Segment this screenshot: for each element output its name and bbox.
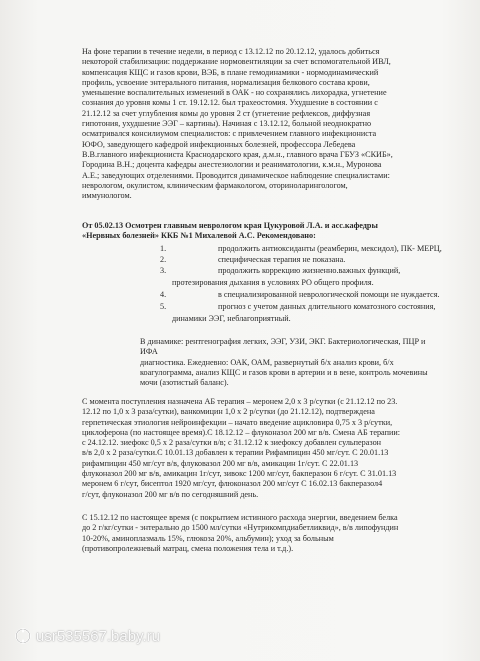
text-line: некоторой стабилизации: поддержание нормовентиляции за счет вспомогательной ИВЛ, xyxy=(82,57,391,67)
rec-text: динамики ЭЭГ, неблагоприятный. xyxy=(172,314,291,323)
text-line: 21.12.12 за счет углубления комы до уровня 2 ст (угнетение рефлексов, диффузная xyxy=(82,108,371,118)
text-line: На фоне терапии в течение недели, в период с 13.12.12 по 20.12.12, удалось добиться xyxy=(82,47,380,56)
rec-number: 5. xyxy=(160,302,167,311)
rec-number: 3. xyxy=(160,266,167,275)
text-line: флуконазол 200 мг в/в, амикацин 1г/сут, зивокс 1200 мг/сут, бакперазон 6 г/сут. С 31.01.13 xyxy=(82,469,397,479)
rec-text: специфическая терапия не показана. xyxy=(218,255,346,264)
text-line: А.Е.; заведующих отделениями. Проводится динамическое наблюдение специалистами: xyxy=(82,170,390,180)
text-line: коагулограмма, анализ КЩС и газов крови в артерии и в вене, контроль мочевины xyxy=(140,367,428,377)
text-line: иммунологом. xyxy=(82,191,132,201)
rec-number: 4. xyxy=(160,290,167,299)
text-line: В.В.главного инфекциониста Краснодарского края, д.м.н., главного врача ГБУЗ «СКИБ», xyxy=(82,149,393,159)
text-line: осматривался консилиумом специалистов: с привлечением главного инфекциониста xyxy=(82,129,377,139)
heading-neurologist-exam xyxy=(82,221,432,242)
paragraph-dynamics xyxy=(140,337,440,388)
text-line: мочи (азотистый баланс). xyxy=(140,378,229,388)
text-line: уменьшение воспалительных изменений в ОАК - но сохранялись лихорадка, угнетение xyxy=(82,88,387,98)
text-line: (противопролежневый матрац, смена положения тела и т.д.). xyxy=(82,543,294,553)
text-line: Городина В.Н.; доцента кафедры анестезиологии и реаниматологии, к.м.н., Муронова xyxy=(82,160,382,170)
text-line: компенсация КЩС и газов крови, ВЭБ, в плане гемодинамики - нормодинамический xyxy=(82,67,379,77)
paragraph-stabilization xyxy=(82,47,432,201)
rec-text: продолжить коррекцию жизненно.важных функций, xyxy=(218,266,401,275)
text-line: до 2 г/кг/сутки - энтерально до 1500 мл/сутки «Нутрикомпдиабетликвид», в/в липофундин xyxy=(82,523,399,533)
watermark-text: usr535567.baby.ru xyxy=(36,627,160,645)
rec-text: продолжить антиоксиданты (реамберин, мексидол), ПК- МЕРЦ, xyxy=(218,244,442,253)
text-line: циклоферона (по настоящее время).С 18.12.12 – флуконазол 200 мг в/в. Смена АБ терапии: xyxy=(82,427,400,437)
rec-number: 2. xyxy=(160,255,167,264)
paragraph-nutrition xyxy=(82,513,432,554)
paragraph-antibiotic-therapy xyxy=(82,397,432,500)
text-line: сознания до уровня комы 1 ст. 19.12.12. был трахеостомия. Ухудшение в состоянии с xyxy=(82,98,378,108)
text-line: 10-20%, аминоплазмаль 15%, глюкоза 20%, альбумин); уход за больным xyxy=(82,533,334,543)
text-line: в/в 2,0 x 2 раза/сутки.С 10.01.13 добавлен к терапии Рифампицин 450 мг/сут. С 20.01.13 xyxy=(82,448,389,458)
watermark xyxy=(14,626,160,646)
text-line: диагностика. Ежедневно: ОАК, ОАМ, развернутый б/х анализ крови, б/х xyxy=(140,357,394,367)
text-line: ИФА xyxy=(140,347,158,357)
text-line: С 15.12.12 по настоящее время (с покрытием истинного расхода энергии, введением белка xyxy=(82,513,398,522)
text-line: 12.12 по 1,0 x 3 раза/сутки), ванкомицин 1,0 x 2 р/сутки (до 21.12.12), подтверждена xyxy=(82,407,375,417)
text-line: профиль, усвоение энтерального питания, нормализация белкового состава крови, xyxy=(82,77,370,87)
text-line: рифампицин 450 мг/сут в/в, флуковазол 200 мг в/в, амикацин 1г/сут. С 22.01.13 xyxy=(82,458,359,468)
rec-number: 1. xyxy=(160,244,167,253)
rec-text: в специализированной неврологической помощи не нуждается. xyxy=(218,290,440,299)
text-line: гипотония, ухудшение ЭЭГ – картины). Начиная с 13.12.12, больной неоднократно xyxy=(82,119,372,129)
text-line: В динамике: рентгенография легких, ЭЭГ, УЗИ, ЭКГ. Бактериологическая, ПЦР и xyxy=(140,337,426,346)
text-line: ЮФО, заведующего кафедрой инфекционных болезней, профессора Лебедева xyxy=(82,139,356,149)
rec-text: прогноз с учетом данных длительного коматозного состояния, xyxy=(218,302,436,311)
text-line: меронем 6 г/сут, бисептол 1920 мг/сут, флюконазол 200 мг/сут С 16.02.13 бакперазол4 xyxy=(82,479,383,489)
baby-ru-logo-icon xyxy=(14,627,32,645)
heading-line: От 05.02.13 Осмотрен главным неврологом края Цукуровой Л.А. и асс.кафедры xyxy=(82,221,378,230)
heading-line: «Нервных болезней» ККБ №1 Михалевой А.С. Рекомендовано: xyxy=(82,231,316,241)
text-line: герпетическая этиология нейроинфекции – начато введение ацикловира 0,75 x 3 р/сутки, xyxy=(82,417,393,427)
rec-text: протезирования дыхания в условиях РО общего профиля. xyxy=(172,278,374,287)
text-line: с 24.12.12. зиефокс 0,5 x 2 раза/сутки в/в; с 31.12.12 к зиефоксу добавлен сульперазон xyxy=(82,438,382,448)
text-line: г/сут, флуконазол 200 мг в/в по сегодняшний день. xyxy=(82,489,259,499)
text-line: неврологом, окулистом, клиническим фармакологом, оториноларингологом, xyxy=(82,180,348,190)
text-line: С момента поступления назначена АБ терапия – меронем 2,0 x 3 р/сутки (с 21.12.12 по 23. xyxy=(82,397,398,406)
